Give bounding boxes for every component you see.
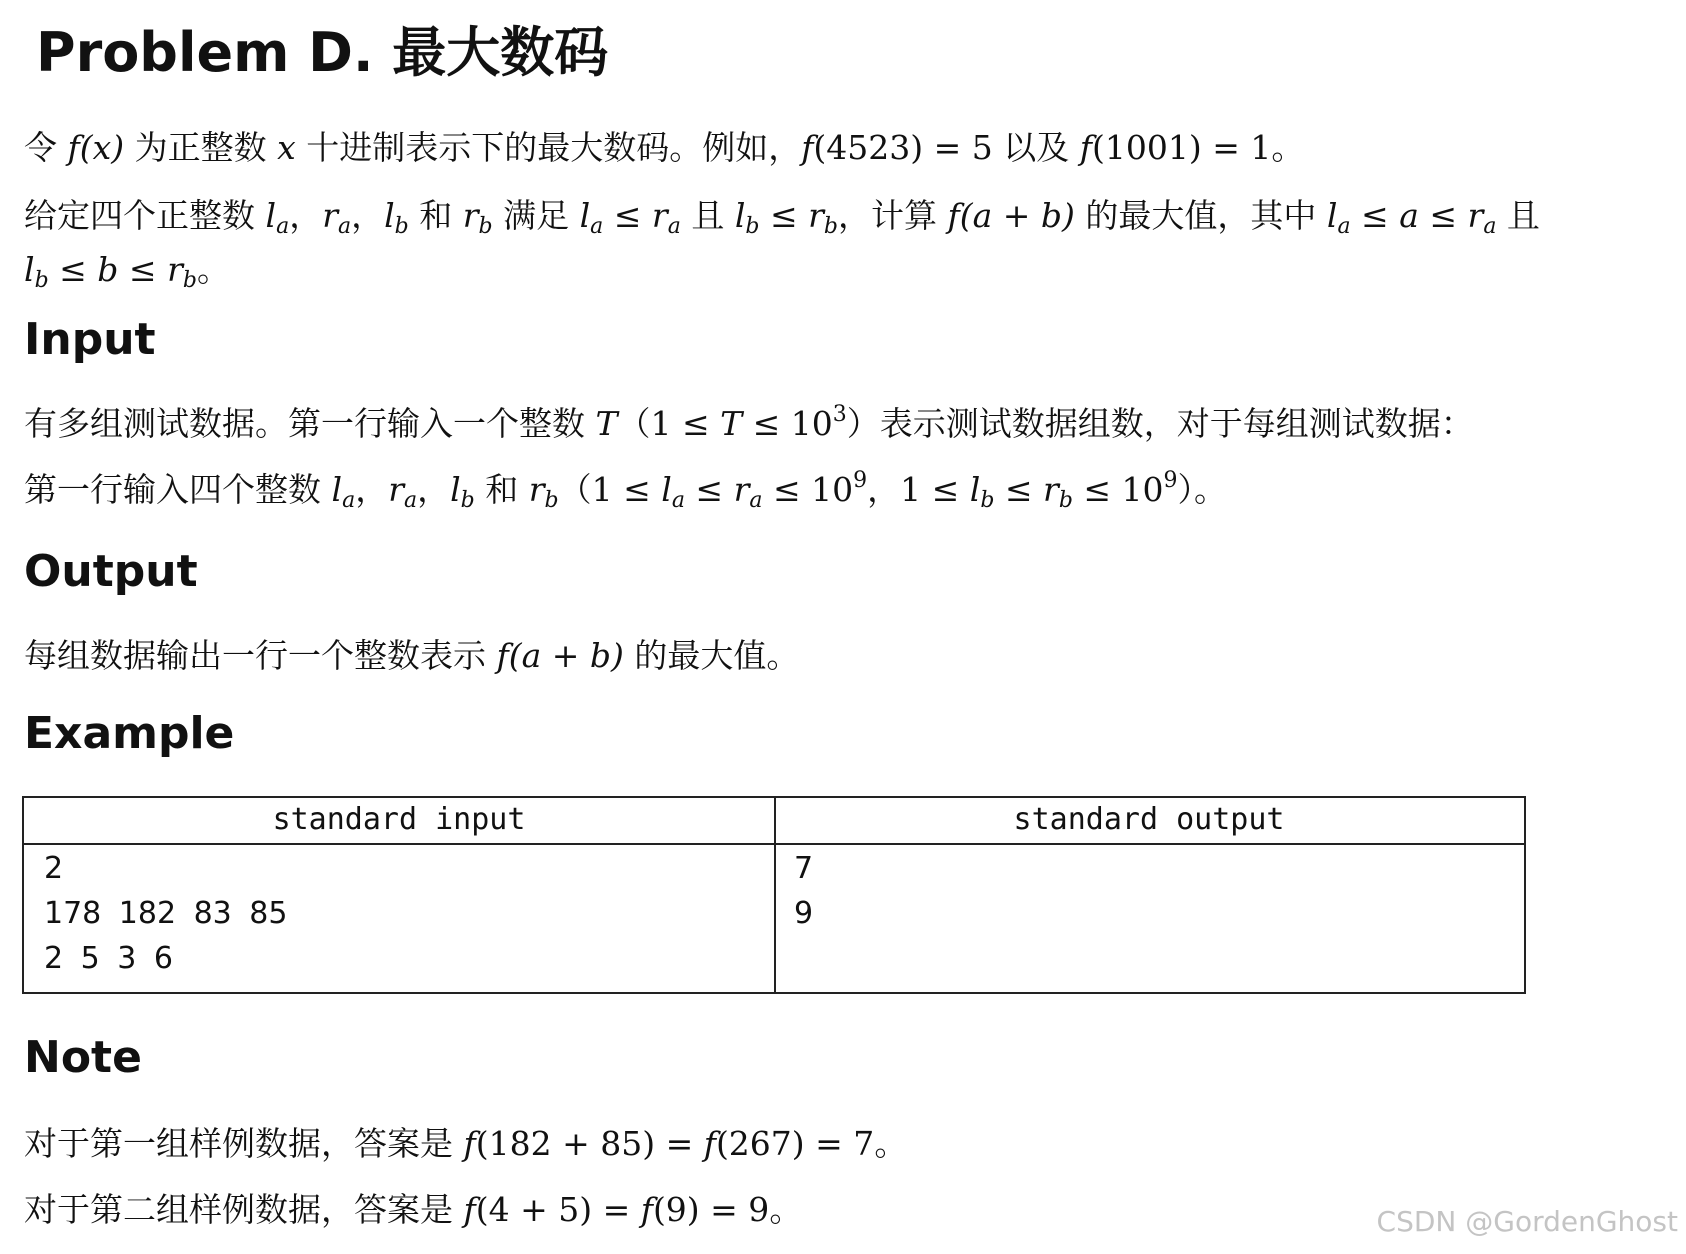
output-description: 每组数据输出一行一个整数表示 f(a + b) 的最大值。: [24, 636, 800, 675]
input-line-2: 第一行输入四个整数 $l_a$，$r_a$，$l_b$ 和 $r_b(1 \le l_a \le r_a \le 10^9$，$1 \le l_b \le r_b \le 10^9$）。: [24, 468, 1228, 513]
sample-output: [794, 846, 813, 936]
sample-input-line: 2 5 3 6: [44, 941, 173, 976]
statement-paragraph-1: 令 f(x) 为正整数 x 十进制表示下的最大数码。例如，f(4523) = 5 以及 f(1001) = 1。: [24, 128, 1305, 167]
statement-paragraph-2-cont: $l_b \le b \le r_b$。: [24, 250, 230, 293]
input-column-header: standard input: [272, 802, 526, 837]
note-line-2: 对于第二组样例数据，答案是 f(4 + 5) = f(9) = 9。: [24, 1190, 803, 1229]
example-heading: Example: [24, 708, 235, 759]
sample-input-line: 2: [44, 851, 64, 886]
sample-input: [44, 846, 287, 981]
watermark: CSDN @GordenGhost: [1376, 1205, 1678, 1238]
statement-paragraph-2: 给定四个正整数 $l_a$，$r_a$，$l_b$ 和 $r_b$ 满足 $l_a \le r_a$ 且 $l_b \le r_b$，计算 f(a + b) 的最大值，其中 $l_a \le a \le r_a$ 且: [24, 196, 1540, 239]
example-table: [22, 796, 1526, 994]
page-title: Problem D. 最大数码: [36, 21, 609, 84]
sample-input-line: 178 182 83 85: [44, 896, 288, 931]
sample-output-line: 9: [794, 896, 814, 931]
note-line-1: 对于第一组样例数据，答案是 f(182 + 85) = f(267) = 7。: [24, 1124, 908, 1163]
note-heading: Note: [24, 1032, 142, 1083]
output-column-header: standard output: [1013, 802, 1285, 837]
sample-output-line: 7: [794, 851, 814, 886]
output-heading: Output: [24, 546, 198, 597]
input-line-1: 有多组测试数据。第一行输入一个整数 $T(1 \le T \le 10^3)$表示测试数据组数，对于每组测试数据：: [24, 402, 1474, 443]
input-heading: Input: [24, 314, 156, 365]
